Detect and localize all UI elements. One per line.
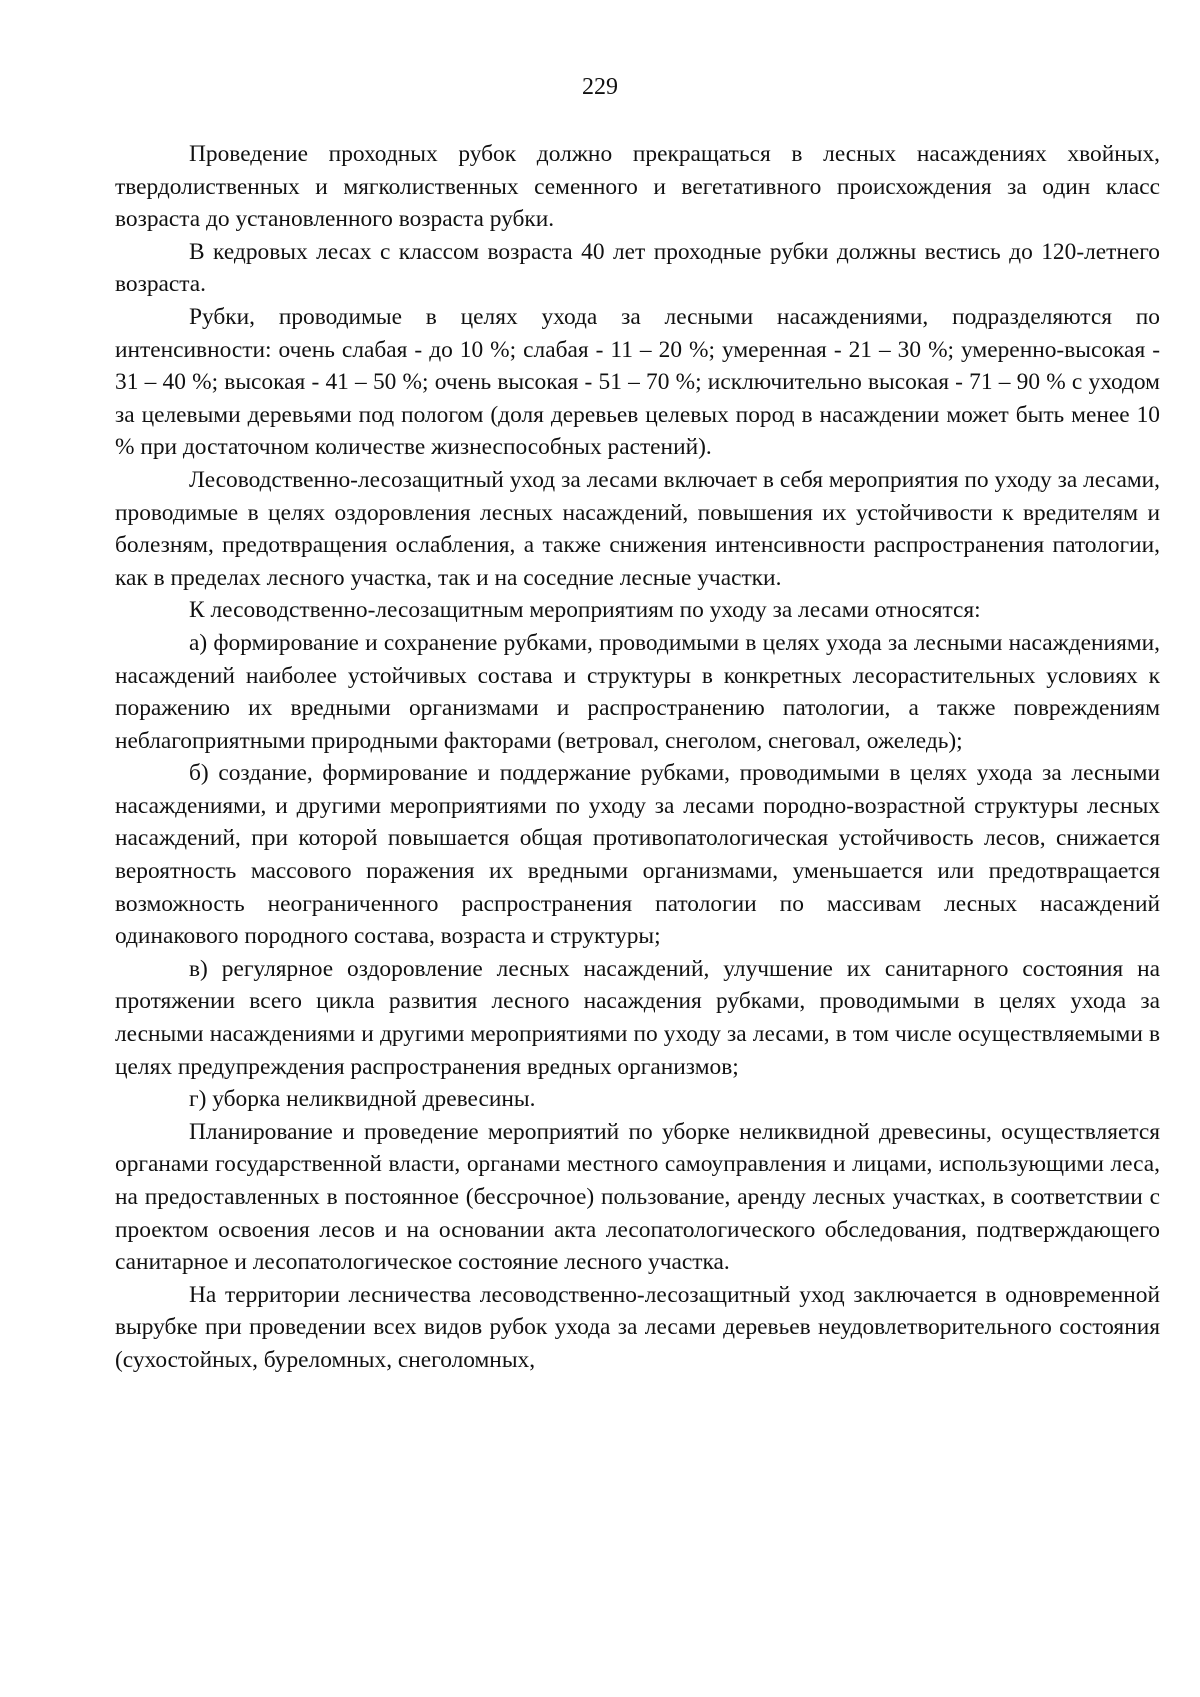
list-item-a: а) формирование и сохранение рубками, проводимыми в целях ухода за лесными насаждениями, насаждений наиболее устойчивых состава и структуры в конкретных лесорастительных условиях к поражению их вредными организмами и распространению патологии, а также повреждениям неблагоприятными природными факторами (ветровал, снеголом, снеговал, ожеледь);	[115, 629, 1160, 754]
paragraph-thinning-cessation: Проведение проходных рубок должно прекращаться в лесных насаждениях хвойных, твердолиственных и мягколиственных семенного и вегетативного происхождения за один класс возраста до установленного возраста рубки.	[115, 141, 1160, 233]
paragraph-forestry-territory: На территории лесничества лесоводственно-лесозащитный уход заключается в одновременной вырубке при проведении всех видов рубок ухода за лесами деревьев неудовлетворительного состояния (сухостойных, буреломных, снеголомных,	[115, 1281, 1160, 1373]
paragraph-cedar-forests: В кедровых лесах с классом возраста 40 лет проходные рубки должны вестись до 120-летнего возраста.	[115, 238, 1160, 298]
page-number: 229	[582, 74, 618, 100]
paragraph-forest-protection-care: Лесоводственно-лесозащитный уход за лесами включает в себя мероприятия по уходу за лесами, проводимые в целях оздоровления лесных насаждений, повышения их устойчивости к вредителям и болезням, предотвращения ослабления, а также снижения интенсивности распространения патологии, как в пределах лесного участка, так и на соседние лесные участки.	[115, 466, 1160, 591]
paragraph-cutting-intensity: Рубки, проводимые в целях ухода за лесными насаждениями, подразделяются по интенсивности: очень слабая - до 10 %; слабая - 11 – 20 %; умеренная - 21 – 30 %; умеренно-высокая - 31 – 40 %; высокая - 41 – 50 %; очень высокая - 51 – 70 %; исключительно высокая - 71 – 90 % с уходом за целевыми деревьями под пологом (доля деревьев целевых пород в насаждении может быть менее 10 % при достаточном количестве жизнеспособных растений).	[115, 303, 1160, 461]
paragraph-measures-intro: К лесоводственно-лесозащитным мероприятиям по уходу за лесами относятся:	[189, 597, 981, 624]
paragraph-deadwood-planning: Планирование и проведение мероприятий по уборке неликвидной древесины, осуществляется органами государственной власти, органами местного самоуправления и лицами, использующими леса, на предоставленных в постоянное (бессрочное) пользование, аренду лесных участках, в соответствии с проектом освоения лесов и на основании акта лесопатологического обследования, подтверждающего санитарное и лесопатологическое состояние лесного участка.	[115, 1118, 1160, 1276]
body-text	[115, 138, 1160, 1377]
list-item-g: г) уборка неликвидной древесины.	[189, 1086, 536, 1113]
list-item-b: б) создание, формирование и поддержание рубками, проводимыми в целях ухода за лесными насаждениями, и другими мероприятиями по уходу за лесами породно-возрастной структуры лесных насаждений, при которой повышается общая противопатологическая устойчивость лесов, снижается вероятность массового поражения их вредными организмами, уменьшается или предотвращается возможность неограниченного распространения патологии по массивам лесных насаждений одинакового породного состава, возраста и структуры;	[115, 760, 1160, 950]
list-item-v: в) регулярное оздоровление лесных насаждений, улучшение их санитарного состояния на протяжении всего цикла развития лесного насаждения рубками, проводимыми в целях ухода за лесными насаждениями и другими мероприятиями по уходу за лесами, в том числе осуществляемыми в целях предупреждения распространения вредных организмов;	[115, 955, 1160, 1080]
